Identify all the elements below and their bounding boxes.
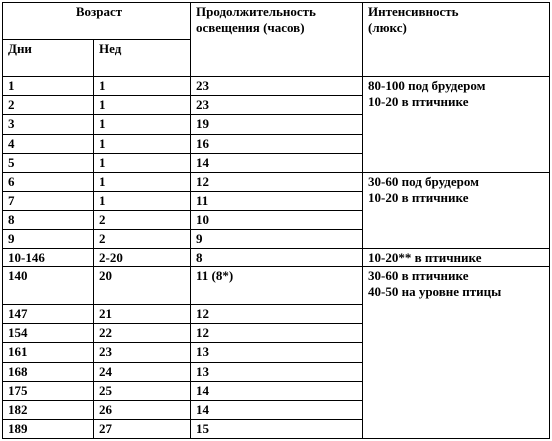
days-cell: 161	[3, 343, 94, 362]
hours-cell: 11	[191, 191, 363, 210]
weeks-cell: 1	[94, 191, 191, 210]
weeks-cell: 1	[94, 134, 191, 153]
weeks-cell: 23	[94, 343, 191, 362]
intensity-header	[363, 3, 550, 77]
hours-cell: 12	[191, 324, 363, 343]
days-cell: 5	[3, 153, 94, 172]
lighting-program-table	[2, 2, 550, 439]
intensity-cell	[363, 267, 550, 439]
weeks-cell: 22	[94, 324, 191, 343]
hours-cell: 23	[191, 96, 363, 115]
days-cell: 10-146	[3, 249, 94, 267]
duration-header	[191, 3, 363, 77]
weeks-cell: 24	[94, 362, 191, 381]
weeks-cell: 1	[94, 115, 191, 134]
hours-cell: 14	[191, 153, 363, 172]
hours-cell: 13	[191, 343, 363, 362]
intensity-line: 10-20 в птичнике	[368, 94, 469, 110]
hours-cell: 16	[191, 134, 363, 153]
days-cell: 1	[3, 77, 94, 96]
days-header: Дни	[3, 40, 94, 77]
weeks-cell: 1	[94, 77, 191, 96]
intensity-cell	[363, 77, 550, 172]
intensity-line: 10-20** в птичнике	[368, 250, 482, 266]
hours-cell: 9	[191, 229, 363, 248]
weeks-cell: 2	[94, 229, 191, 248]
table-row	[3, 77, 550, 96]
days-cell: 140	[3, 267, 94, 305]
duration-header-line-1: Продолжительность	[196, 4, 316, 19]
intensity-line: 40-50 на уровне птицы	[368, 284, 502, 300]
intensity-cell	[363, 249, 550, 267]
days-cell: 154	[3, 324, 94, 343]
days-cell: 175	[3, 381, 94, 400]
intensity-line: 30-60 в птичнике	[368, 268, 469, 284]
hours-cell: 12	[191, 172, 363, 191]
days-cell: 189	[3, 419, 94, 438]
hours-cell: 14	[191, 400, 363, 419]
hours-cell: 10	[191, 210, 363, 229]
hours-cell: 23	[191, 77, 363, 96]
days-cell: 3	[3, 115, 94, 134]
hours-cell: 15	[191, 419, 363, 438]
intensity-line: 30-60 под брудером	[368, 173, 479, 189]
days-cell: 6	[3, 172, 94, 191]
days-cell: 182	[3, 400, 94, 419]
weeks-cell: 2-20	[94, 249, 191, 267]
table-row	[3, 267, 550, 305]
table-row	[3, 249, 550, 267]
days-cell: 2	[3, 96, 94, 115]
weeks-cell: 26	[94, 400, 191, 419]
intensity-header-line-2: (люкс)	[368, 20, 407, 35]
intensity-line: 10-20 в птичнике	[368, 189, 469, 205]
weeks-cell: 1	[94, 172, 191, 191]
weeks-cell: 1	[94, 153, 191, 172]
hours-cell: 13	[191, 362, 363, 381]
hours-cell: 12	[191, 305, 363, 324]
weeks-header: Нед	[94, 40, 191, 77]
duration-header-line-2: освещения (часов)	[196, 20, 305, 35]
intensity-line: 80-100 под брудером	[368, 78, 486, 94]
weeks-cell: 25	[94, 381, 191, 400]
hours-cell: 11 (8*)	[191, 267, 363, 305]
weeks-cell: 20	[94, 267, 191, 305]
weeks-cell: 1	[94, 96, 191, 115]
age-header: Возраст	[3, 3, 191, 40]
weeks-cell: 27	[94, 419, 191, 438]
days-cell: 4	[3, 134, 94, 153]
weeks-cell: 21	[94, 305, 191, 324]
hours-cell: 19	[191, 115, 363, 134]
hours-cell: 14	[191, 381, 363, 400]
table-row	[3, 172, 550, 191]
days-cell: 9	[3, 229, 94, 248]
hours-cell: 8	[191, 249, 363, 267]
days-cell: 147	[3, 305, 94, 324]
days-cell: 8	[3, 210, 94, 229]
header-row	[3, 3, 550, 40]
days-cell: 7	[3, 191, 94, 210]
intensity-cell	[363, 172, 550, 248]
weeks-cell: 2	[94, 210, 191, 229]
intensity-header-line-1: Интенсивность	[368, 4, 459, 19]
days-cell: 168	[3, 362, 94, 381]
